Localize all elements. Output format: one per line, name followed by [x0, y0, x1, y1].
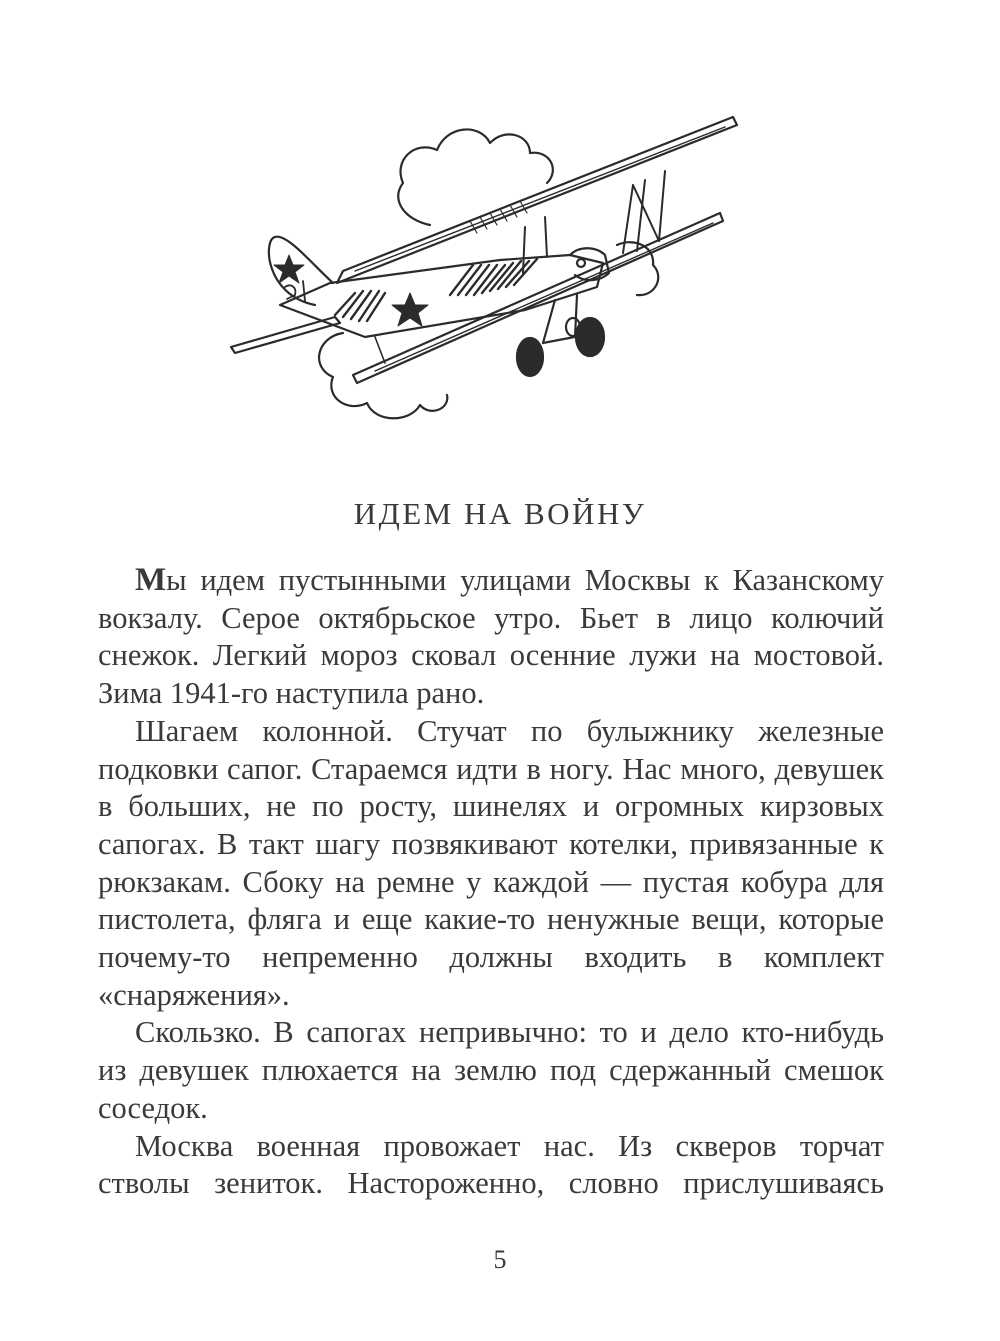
paragraph: Мы идем пустынными улицами Москвы к Казанскому вокзалу. Серое октябрьское утро. Бьет в лицо колючий снежок. Легкий мороз сковал осенние лужи на мостовой. Зима 1941-го наступила рано.: [98, 562, 884, 711]
wheel-left: [517, 338, 543, 376]
paragraph: Москва военная провожает нас. Из скверов торчат стволы зениток. Настороженно, словно прислушиваясь: [98, 1128, 884, 1201]
biplane-illustration: [225, 105, 745, 435]
chapter-body: [98, 562, 884, 1203]
paragraph: Шагаем колонной. Стучат по булыжнику железные подковки сапог. Стараемся идти в ногу. Нас много, девушек в больших, не по росту, шинелях и огромных кирзовых сапогах. В такт шагу позвякивают котелки, привязанные к рюкзакам. Сбоку на ремне у каждой — пустая кобура для пистолета, фляга и еще какие-то ненужные вещи, которые почему-то непременно должны входить в комплект «снаряжения».: [98, 713, 884, 1012]
chapter-title: ИДЕМ НА ВОЙНУ: [353, 496, 647, 531]
paragraph: Скользко. В сапогах непривычно: то и дело кто-нибудь из девушек плюхается на землю под сдержанный смешок соседок.: [98, 1015, 884, 1125]
fuselage-star-icon: [392, 293, 428, 326]
cloud-bottom: [319, 333, 447, 418]
dropcap: М: [135, 562, 167, 598]
tail-star-icon: [274, 255, 304, 283]
page-number: 5: [493, 1245, 507, 1274]
cloud-top: [398, 129, 553, 225]
